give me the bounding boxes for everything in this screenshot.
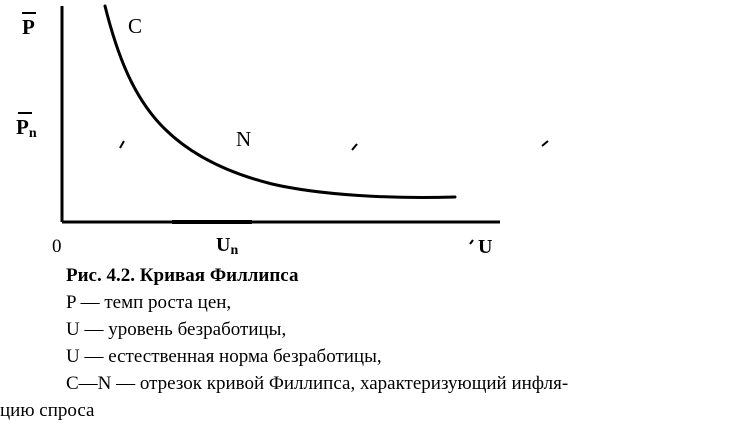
caption-line-cn: C—N — отрезок кривой Филлипса, характеризующий инфля- (66, 373, 569, 394)
scan-speck-1 (120, 141, 124, 148)
y-axis-label-p: P (22, 12, 36, 40)
annotation-n: N (236, 127, 252, 151)
phillips-curve-path (105, 6, 455, 197)
x-axis-label-un-subscript: n (230, 243, 239, 258)
x-axis-label-u: U (478, 236, 493, 258)
scan-speck-3 (542, 141, 548, 146)
x-axis-label-un: $U_n$ (216, 234, 239, 258)
caption-line-p: P — темп роста цен, (66, 292, 232, 313)
figure-caption (0, 262, 750, 424)
caption-line-u-natural: U — естественная норма безработицы, (66, 346, 382, 367)
caption-line-title: Рис. 4.2. Кривая Филлипса (66, 265, 299, 286)
scan-speck-2 (352, 144, 357, 150)
caption-line-cn-cont: цию спроса (0, 400, 95, 421)
overbar-pn (18, 112, 32, 114)
y-axis-label-pn-subscript: n (28, 126, 37, 141)
origin-label: 0 (52, 236, 62, 257)
y-axis-label-pn: $P_n$ (16, 112, 37, 142)
annotation-c: C (128, 14, 143, 38)
overbar-p (22, 12, 36, 14)
scan-speck-4 (470, 240, 473, 244)
caption-line-u: U — уровень безработицы, (66, 319, 287, 340)
